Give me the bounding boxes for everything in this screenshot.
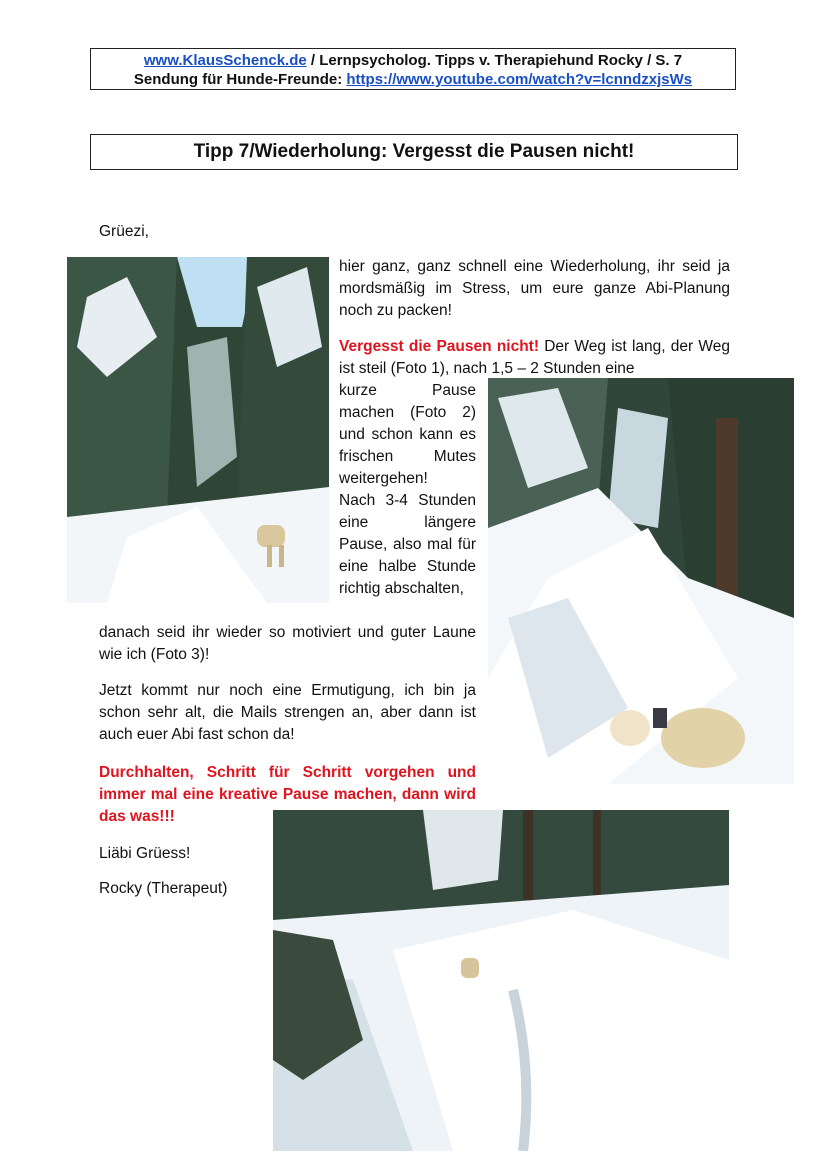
paragraph-pauses-start	[339, 336, 730, 380]
page-title: Tipp 7/Wiederholung: Vergesst die Pausen nicht!	[90, 134, 738, 170]
pauses-heading: Vergesst die Pausen nicht!	[339, 338, 540, 355]
paragraph-short-break: kurze Pause machen (Foto 2) und schon kann es frischen Mutes weitergehen!	[339, 382, 476, 487]
greeting: Grüezi,	[99, 223, 149, 240]
photo-2-image	[488, 378, 794, 784]
photo-1-image	[67, 257, 329, 603]
youtube-link[interactable]: https://www.youtube.com/watch?v=lcnndzxjsWs	[346, 71, 693, 88]
header-line-2	[91, 70, 735, 89]
header-line-1	[91, 51, 735, 70]
photo-2-dog-resting	[488, 378, 794, 784]
page-header-box	[90, 48, 736, 90]
paragraph-encouragement: Jetzt kommt nur noch eine Ermutigung, ich bin ja schon sehr alt, die Mails strengen an, aber dann ist auch euer Abi fast schon da!	[99, 682, 476, 743]
site-link[interactable]: www.KlausSchenck.de	[143, 52, 307, 69]
photo-1-forest-path	[67, 257, 329, 603]
paragraph-motivated: danach seid ihr wieder so motiviert und guter Laune wie ich (Foto 3)!	[99, 624, 476, 663]
photo-3-image	[273, 810, 729, 1151]
paragraph-keep-going: Durchhalten, Schritt für Schritt vorgehen und immer mal eine kreative Pause machen, dann wird das was!!!	[99, 764, 476, 825]
pauses-text: Der Weg ist lang, der Weg ist steil (Foto 1), nach 1,5 – 2 Stunden eine	[339, 338, 731, 377]
signature: Rocky (Therapeut)	[99, 880, 228, 897]
header-line-2-label: Sendung für Hunde-Freunde:	[133, 71, 347, 88]
paragraph-intro: hier ganz, ganz schnell eine Wiederholung, ihr seid ja mordsmäßig im Stress, um eure ganze Abi-Planung noch zu packen!	[339, 258, 730, 319]
closing-greeting: Liäbi Grüess!	[99, 845, 191, 862]
paragraph-long-break: Nach 3-4 Stunden eine längere Pause, also mal für eine halbe Stunde richtig abschalten,	[339, 492, 476, 597]
photo-3-snowy-clearing	[273, 810, 729, 1151]
header-line-1-text: / Lernpsycholog. Tipps v. Therapiehund Rocky / S. 7	[306, 52, 683, 69]
